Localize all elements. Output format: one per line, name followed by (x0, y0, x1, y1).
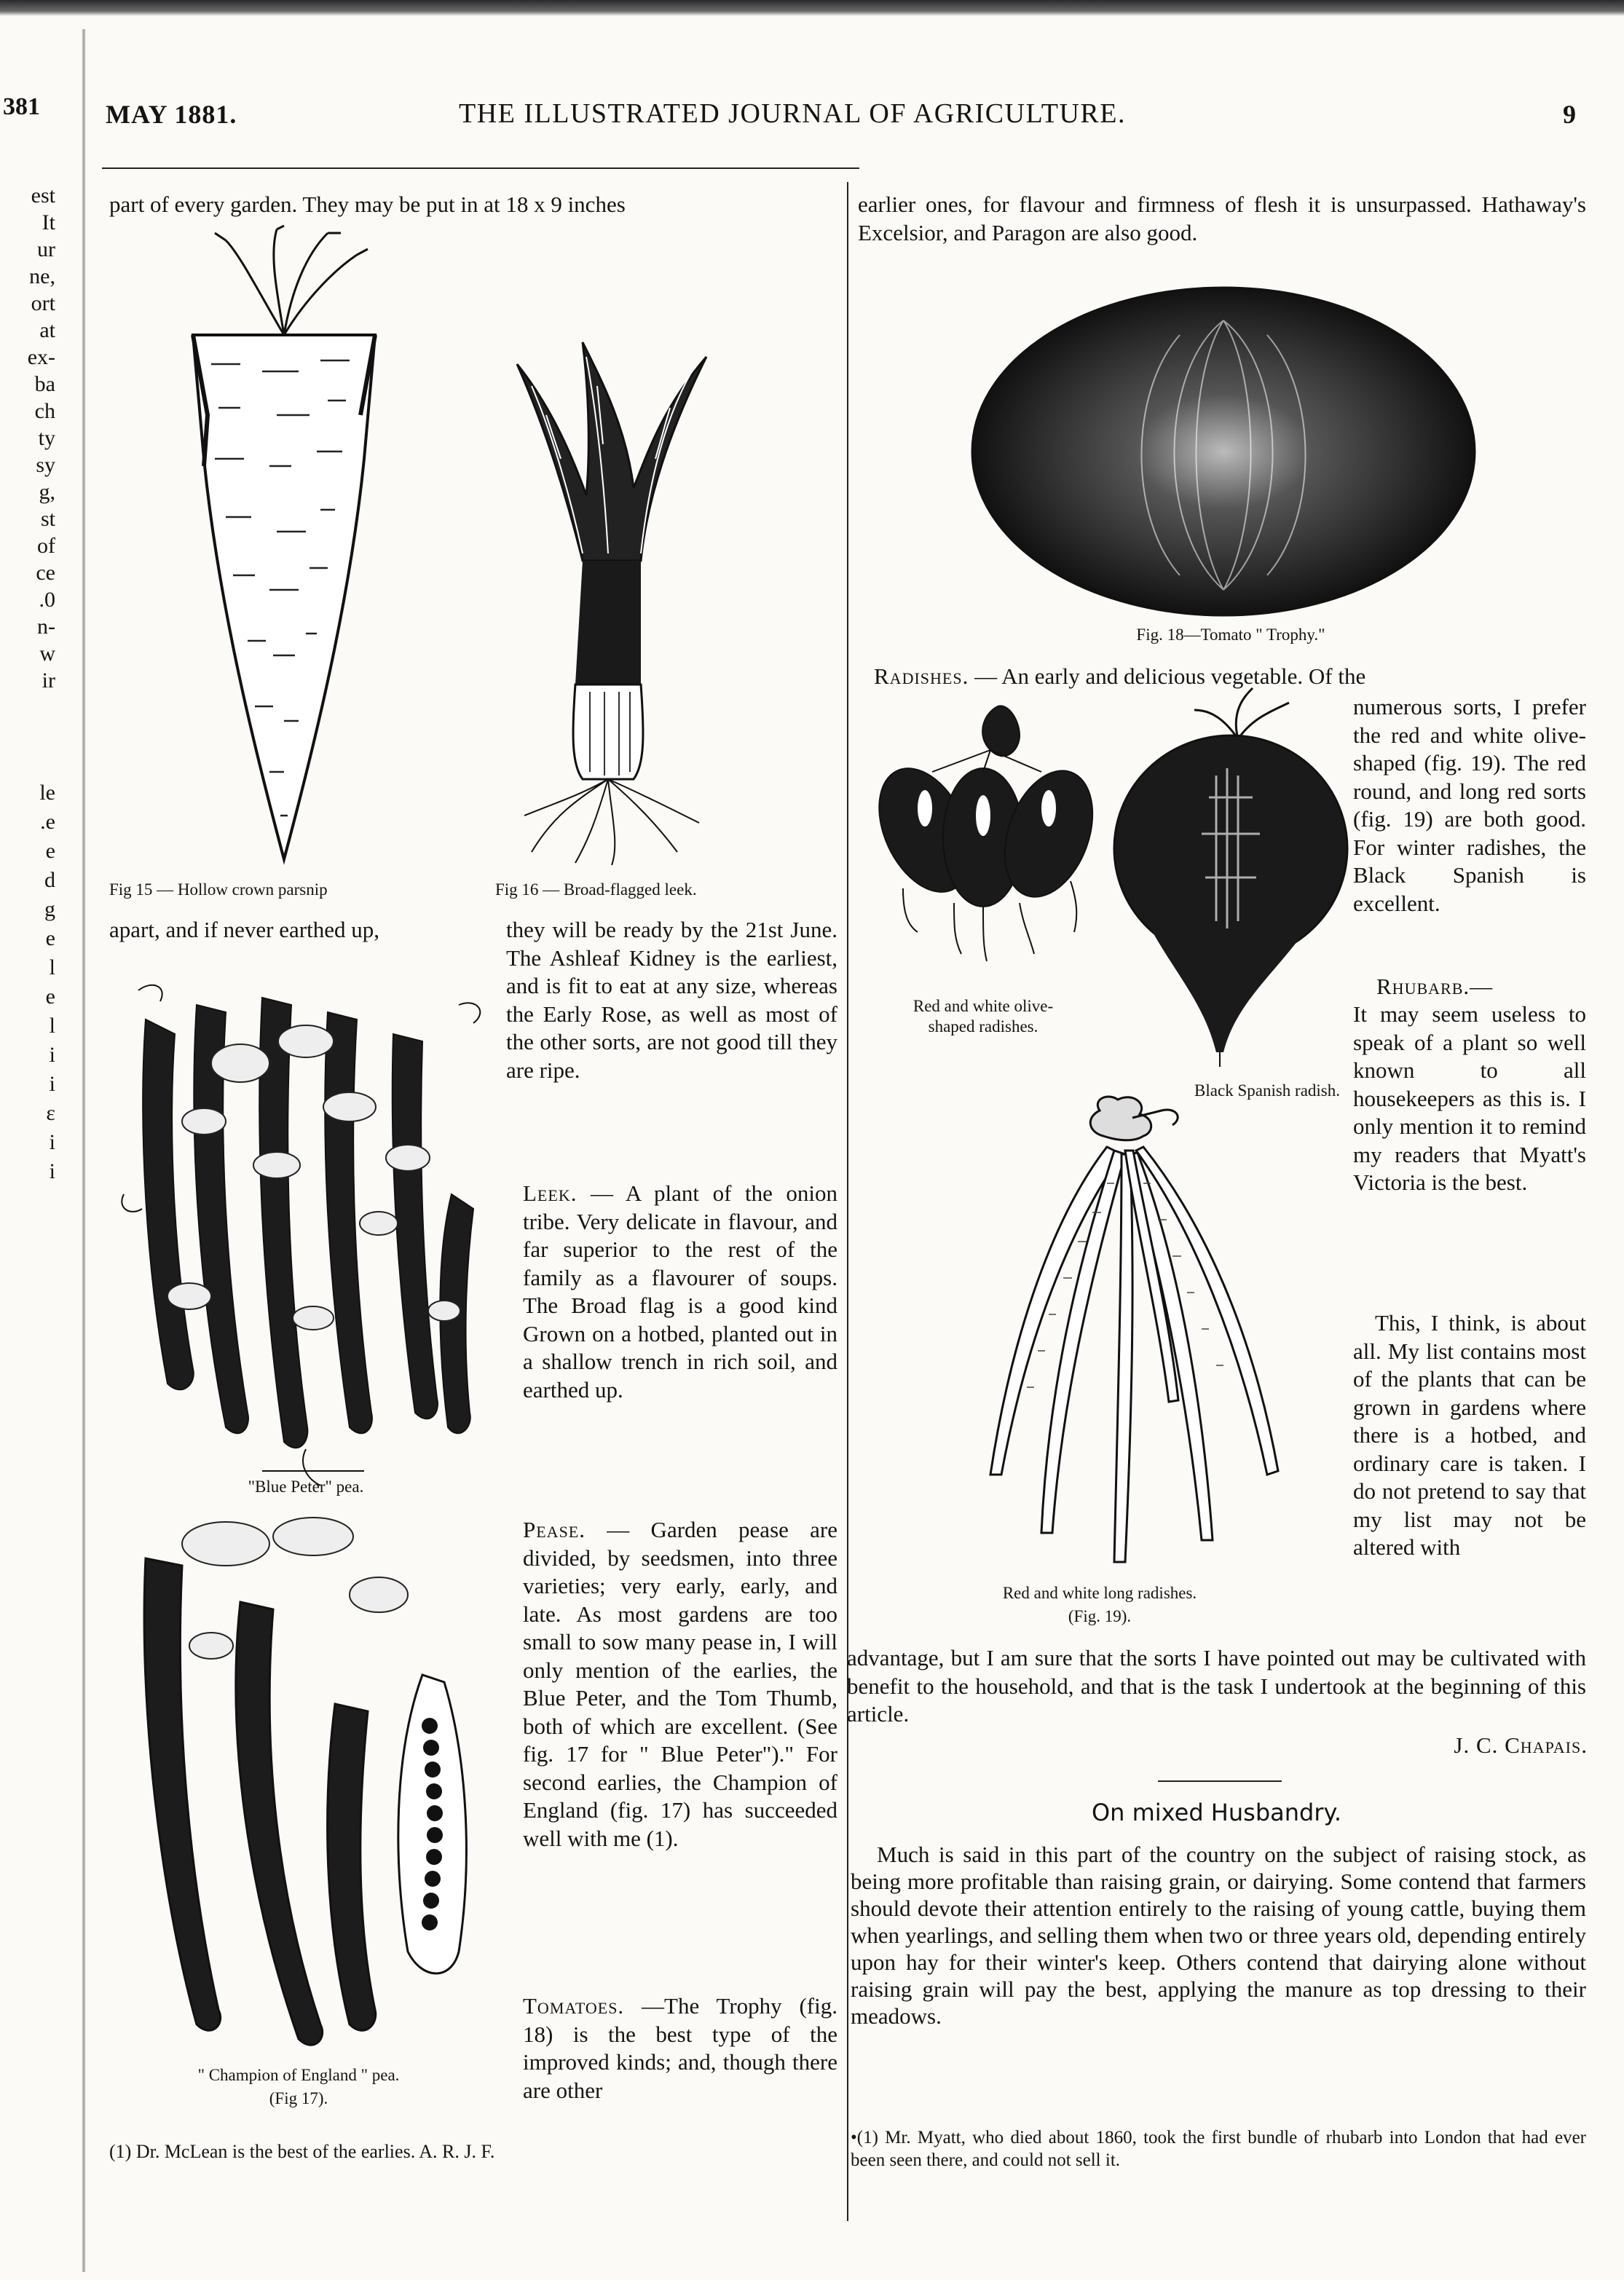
header-date: MAY 1881. (106, 100, 237, 129)
tomatoes-text: —The Trophy (fig. 18) is the best type of the improved kinds; and, though there are other (523, 1993, 837, 2103)
margin-fragment: ex- (27, 345, 55, 369)
tomato-trophy-illustration (969, 284, 1478, 619)
margin-fragment: It (42, 210, 55, 234)
signature (1355, 1732, 1588, 1760)
section-divider (1158, 1780, 1282, 1782)
margin-fragment: d (44, 868, 55, 892)
rhubarb-heading-text: Rhubarb.— (1376, 974, 1494, 999)
rhubarb-heading (1376, 973, 1586, 1001)
margin-fragment: of (37, 534, 55, 558)
margin-fragment: ba (34, 372, 55, 396)
margin-fragment: ch (34, 399, 55, 423)
long-radish-caption-line1: Red and white long radishes. (1002, 1584, 1197, 1602)
pease-heading: Pease. (523, 1517, 586, 1542)
tomato-continued-text: earlier ones, for flavour and firmness of flesh it is unsurpassed. Hathaway's Excelsior, and Paragon are also good. (858, 192, 1586, 245)
margin-fragment: ce (36, 561, 55, 585)
margin-fragment: st (40, 507, 55, 531)
scan-left-edge (82, 29, 86, 2272)
radishes-paragraph: numerous sorts, I prefer the red and white olive-shaped (fig. 19). The red round, and long red sorts (fig. 19) are both good. For winter radishes, the Black Spanish is excellent. (1353, 694, 1586, 916)
margin-fragment: w (39, 642, 55, 666)
margin-fragment: at (39, 318, 55, 342)
margin-fragment: i (49, 1130, 55, 1154)
champion-caption-line1: " Champion of England " pea. (197, 2066, 400, 2084)
rhubarb-footnote: •(1) Mr. Myatt, who died about 1860, took the first bundle of rhubarb into London that had ever been seen there, and could not sell it. (851, 2128, 1586, 2170)
margin-fragment: ɛ (46, 1101, 55, 1125)
closing-paragraph: advantage, but I am sure that the sorts I have pointed out may be cultivated with benefit to the household, and that is the task I undertook at the beginning of this article. (847, 1645, 1586, 1727)
margin-page-fragment: 381 (3, 93, 40, 120)
margin-fragment: est (31, 184, 55, 208)
margin-fragment: ir (42, 668, 55, 693)
black-spanish-radish-illustration (1107, 688, 1347, 1067)
margin-fragment: g (44, 897, 55, 921)
tomatoes-paragraph (523, 1992, 837, 2105)
champion-caption-line2: (Fig 17). (269, 2089, 328, 2107)
margin-fragment: i (49, 1159, 55, 1183)
section-title: On mixed Husbandry. (1091, 1799, 1342, 1826)
blue-peter-pea-illustration (117, 976, 495, 1486)
long-radish-caption-line2: (Fig. 19). (1068, 1607, 1132, 1625)
margin-fragment: g, (39, 480, 55, 504)
fig16-caption: Fig 16 — Broad-flagged leek. (495, 880, 697, 899)
black-spanish-caption: Black Spanish radish. (1194, 1081, 1340, 1100)
margin-fragment: ty (38, 426, 55, 450)
margin-fragment: ort (31, 291, 55, 315)
signature-text: J. C. Chapais. (1454, 1732, 1588, 1758)
fig15-caption: Fig 15 — Hollow crown parsnip (109, 880, 328, 899)
left-footnote: (1) Dr. McLean is the best of the earlies. A. R. J. F. (109, 2141, 495, 2162)
margin-fragment: sy (36, 453, 55, 477)
husbandry-paragraph: Much is said in this part of the country on the subject of raising stock, as being more profitable than raising grain, or dairying. Some contend that farmers should devote their attention entirely to the raising of young cattle, buying them when yearlings, and selling them when two or three years old, depending entirely upon hay for their winter's keep. Others contend that dairying alone without raising grain will pay the best, applying the manure as top dressing to their meadows. (851, 1842, 1586, 2029)
margin-fragment: l (49, 955, 55, 979)
column-rule (847, 182, 848, 2221)
tomatoes-heading: Tomatoes. (523, 1993, 625, 2019)
blue-peter-caption: "Blue Peter" pea. (248, 1478, 364, 1496)
leek-illustration (502, 342, 721, 867)
scan-top-edge (0, 0, 1624, 16)
margin-fragment: ne, (29, 264, 55, 288)
olive-radish-caption-line1: Red and white olive- (912, 997, 1054, 1015)
pease-text: — Garden pease are divided, by seedsmen, into three varieties; very early, early, and late. As most gardens are too small to sow many pease in, I will only mention of the earlies, the Blue Peter, and the Tom Thumb, both of which are excellent. (See fig. 17 for " Blue Peter")." For second earlies, the Champion of England (fig. 17) has succeeded well with me (1). (523, 1517, 838, 1851)
margin-fragment: l (49, 1014, 55, 1038)
margin-fragment: .0 (39, 588, 55, 612)
pease-paragraph (523, 1516, 837, 1853)
page-number: 9 (1563, 100, 1576, 129)
margin-fragment: n- (37, 615, 55, 639)
leek-text: — A plant of the onion tribe. Very delicate in flavour, and far superior to the rest of the family as a flavourer of soups. The Broad flag is a good kind Grown on a hotbed, planted out in a shallow trench in rich soil, and earthed up. (523, 1180, 837, 1403)
journal-title: THE ILLUSTRATED JOURNAL OF AGRICULTURE. (459, 98, 1126, 129)
apart-text: apart, and if never earthed up, (109, 917, 379, 942)
parsnip-illustration (182, 226, 386, 867)
margin-fragment: e (45, 839, 55, 863)
long-radishes-illustration (969, 1096, 1296, 1577)
conclusion-paragraph: This, I think, is about all. My list contains most of the plants that can be grown in gardens where there is a hotbed, and ordinary care is taken. I do not pretend to say that my list may not be altered with (1353, 1310, 1586, 1560)
olive-radish-caption-line2: shaped radishes. (928, 1017, 1038, 1036)
fig18-caption: Fig. 18—Tomato " Trophy." (1136, 626, 1325, 644)
rhubarb-paragraph: It may seem useless to speak of a plant so well known to all housekeepers as this is. I only mention it to remind my readers that Myatt's Victoria is the best. (1353, 1001, 1586, 1195)
margin-fragment: le (39, 781, 55, 805)
potato-paragraph: they will be ready by the 21st June. The Ashleaf Kidney is the earliest, and is fit to eat at any size, whereas the Early Rose, as well as most of the other sorts, are not good till they are ripe. (506, 917, 837, 1083)
champion-pea-illustration (117, 1515, 495, 2054)
margin-fragment: e (45, 926, 55, 950)
intro-text: part of every garden. They may be put in at 18 x 9 inches (109, 192, 626, 217)
margin-fragment: i (49, 1043, 55, 1067)
radishes-heading: Radishes. (874, 663, 969, 689)
leek-paragraph (523, 1180, 837, 1404)
olive-radishes-illustration (874, 692, 1114, 983)
radishes-lead (874, 663, 1586, 691)
margin-fragment: e (45, 985, 55, 1009)
margin-fragment: i (49, 1072, 55, 1096)
header-rule (102, 167, 859, 169)
margin-fragment: ur (37, 237, 55, 261)
margin-fragment: .e (40, 810, 55, 834)
leek-heading: Leek. (523, 1180, 578, 1206)
radishes-lead-text: — An early and delicious vegetable. Of the (974, 663, 1366, 689)
